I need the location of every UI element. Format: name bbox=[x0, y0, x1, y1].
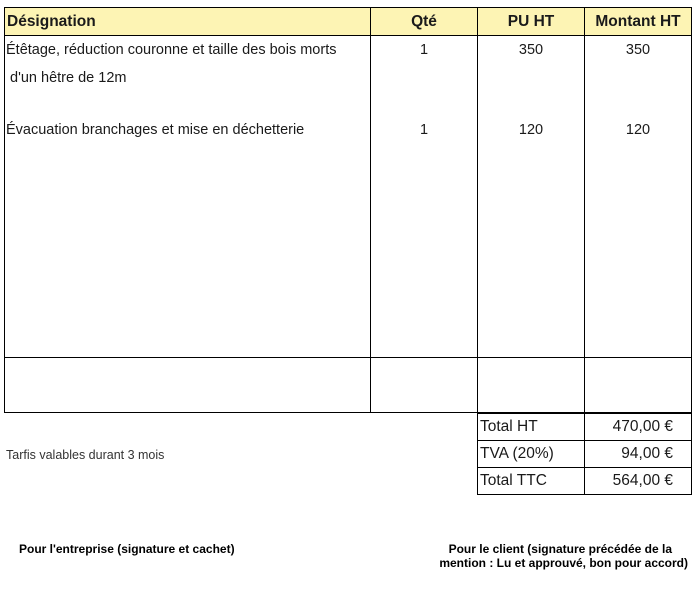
quote-table bbox=[4, 7, 692, 413]
item-amount: 350 bbox=[585, 36, 692, 117]
tva-label: TVA (20%) bbox=[478, 441, 585, 468]
item-quantity: 1 bbox=[371, 36, 478, 117]
tva-value: 94,00 € bbox=[585, 441, 692, 468]
item-designation bbox=[5, 116, 371, 358]
client-signature-line: Pour le client (signature précédée de la bbox=[448, 542, 672, 556]
empty-cell bbox=[478, 358, 585, 413]
empty-cell bbox=[371, 358, 478, 413]
table-header-row bbox=[5, 8, 692, 36]
total-ttc-label: Total TTC bbox=[478, 468, 585, 495]
item-designation-line: d'un hêtre de 12m bbox=[6, 70, 127, 86]
item-designation-line: Étêtage, réduction couronne et taille des bois morts bbox=[6, 42, 337, 58]
item-quantity: 1 bbox=[371, 116, 478, 358]
item-designation-line: Évacuation branchages et mise en déchetterie bbox=[6, 122, 305, 138]
total-ht-value: 470,00 € bbox=[585, 414, 692, 441]
item-unit-price: 120 bbox=[478, 116, 585, 358]
item-unit-price: 350 bbox=[478, 36, 585, 117]
total-ttc-row bbox=[478, 468, 692, 495]
total-ht-label: Total HT bbox=[478, 414, 585, 441]
validity-note: Tarfis valables durant 3 mois bbox=[6, 448, 165, 462]
header-amount: Montant HT bbox=[585, 8, 692, 36]
header-designation: Désignation bbox=[5, 8, 371, 36]
totals-table bbox=[477, 413, 692, 495]
table-row bbox=[5, 116, 692, 358]
empty-cell bbox=[5, 358, 371, 413]
client-signature-label bbox=[398, 542, 688, 570]
item-amount: 120 bbox=[585, 116, 692, 358]
tva-row bbox=[478, 441, 692, 468]
total-ttc-value: 564,00 € bbox=[585, 468, 692, 495]
item-designation bbox=[5, 36, 371, 117]
table-row bbox=[5, 36, 692, 117]
empty-row bbox=[5, 358, 692, 413]
client-signature-line: mention : Lu et approuvé, bon pour accord) bbox=[439, 556, 688, 570]
header-unit-price: PU HT bbox=[478, 8, 585, 36]
company-signature-label: Pour l'entreprise (signature et cachet) bbox=[19, 542, 235, 556]
empty-cell bbox=[585, 358, 692, 413]
header-quantity: Qté bbox=[371, 8, 478, 36]
total-ht-row bbox=[478, 414, 692, 441]
